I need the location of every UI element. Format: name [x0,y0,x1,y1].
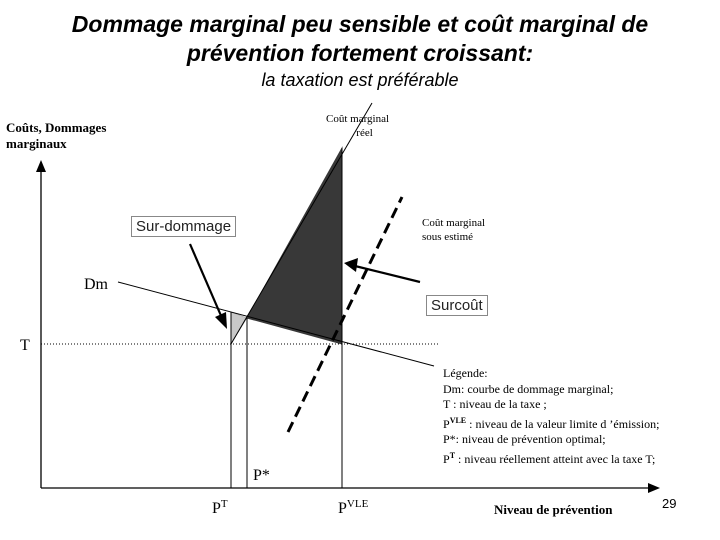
pt-label-base: P [212,500,221,517]
legend-pt [443,448,659,468]
tax-level-label: T [20,337,30,354]
legend-pt-text: : niveau réellement atteint avec la taxe T; [455,451,656,466]
title-line-1: Dommage marginal peu sensible et coût marginal de [71,11,649,37]
legend-vle-base: P [443,416,450,431]
y-axis-label-line-1: Coûts, Dommages [6,120,107,135]
legend-title: Légende: [443,366,488,380]
surcout-label: Surcoût [426,295,488,316]
legend [443,366,659,467]
real-cost-label-line-2: réel [356,127,373,139]
legend-vle [443,413,659,433]
legend-pstar: P*: niveau de prévention optimal; [443,432,606,446]
underestimated-cost-label [422,216,485,244]
legend-vle-text: : niveau de la valeur limite d ’émission; [466,416,660,431]
legend-t: T : niveau de la taxe ; [443,397,547,411]
legend-pt-sup: T [449,450,456,460]
pt-label [212,498,228,518]
pvle-label-base: P [338,500,347,517]
title-line-2: prévention fortement croissant: [186,40,534,66]
slide-subtitle: la taxation est préférable [261,70,459,90]
pstar-label: P* [253,467,270,484]
sur-dommage-arrowhead [215,312,227,329]
x-axis-arrow [648,483,660,493]
real-cost-label [326,112,389,140]
y-axis-label [6,120,106,152]
pvle-label-sup: VLE [346,498,369,510]
legend-vle-sup: VLE [449,415,467,425]
damage-curve-label: Dm [84,276,108,293]
surcout-area [247,148,342,344]
x-axis-label: Niveau de prévention [494,502,613,517]
legend-pt-base: P [443,451,450,466]
y-axis-label-line-2: marginaux [6,136,67,151]
legend-dm: Dm: courbe de dommage marginal; [443,381,614,396]
underestimated-cost-label-line-2: sous estimé [422,231,474,243]
page-number: 29 [662,496,677,511]
sur-dommage-arrow-line [190,244,222,318]
surcout-arrowhead [344,258,358,272]
y-axis-arrow [36,160,46,172]
sur-dommage-label: Sur-dommage [131,216,236,237]
pvle-label [338,498,368,518]
underestimated-cost-label-line-1: Coût marginal [422,217,486,229]
real-cost-label-line-1: Coût marginal [326,113,390,125]
pt-label-sup: T [220,498,228,510]
